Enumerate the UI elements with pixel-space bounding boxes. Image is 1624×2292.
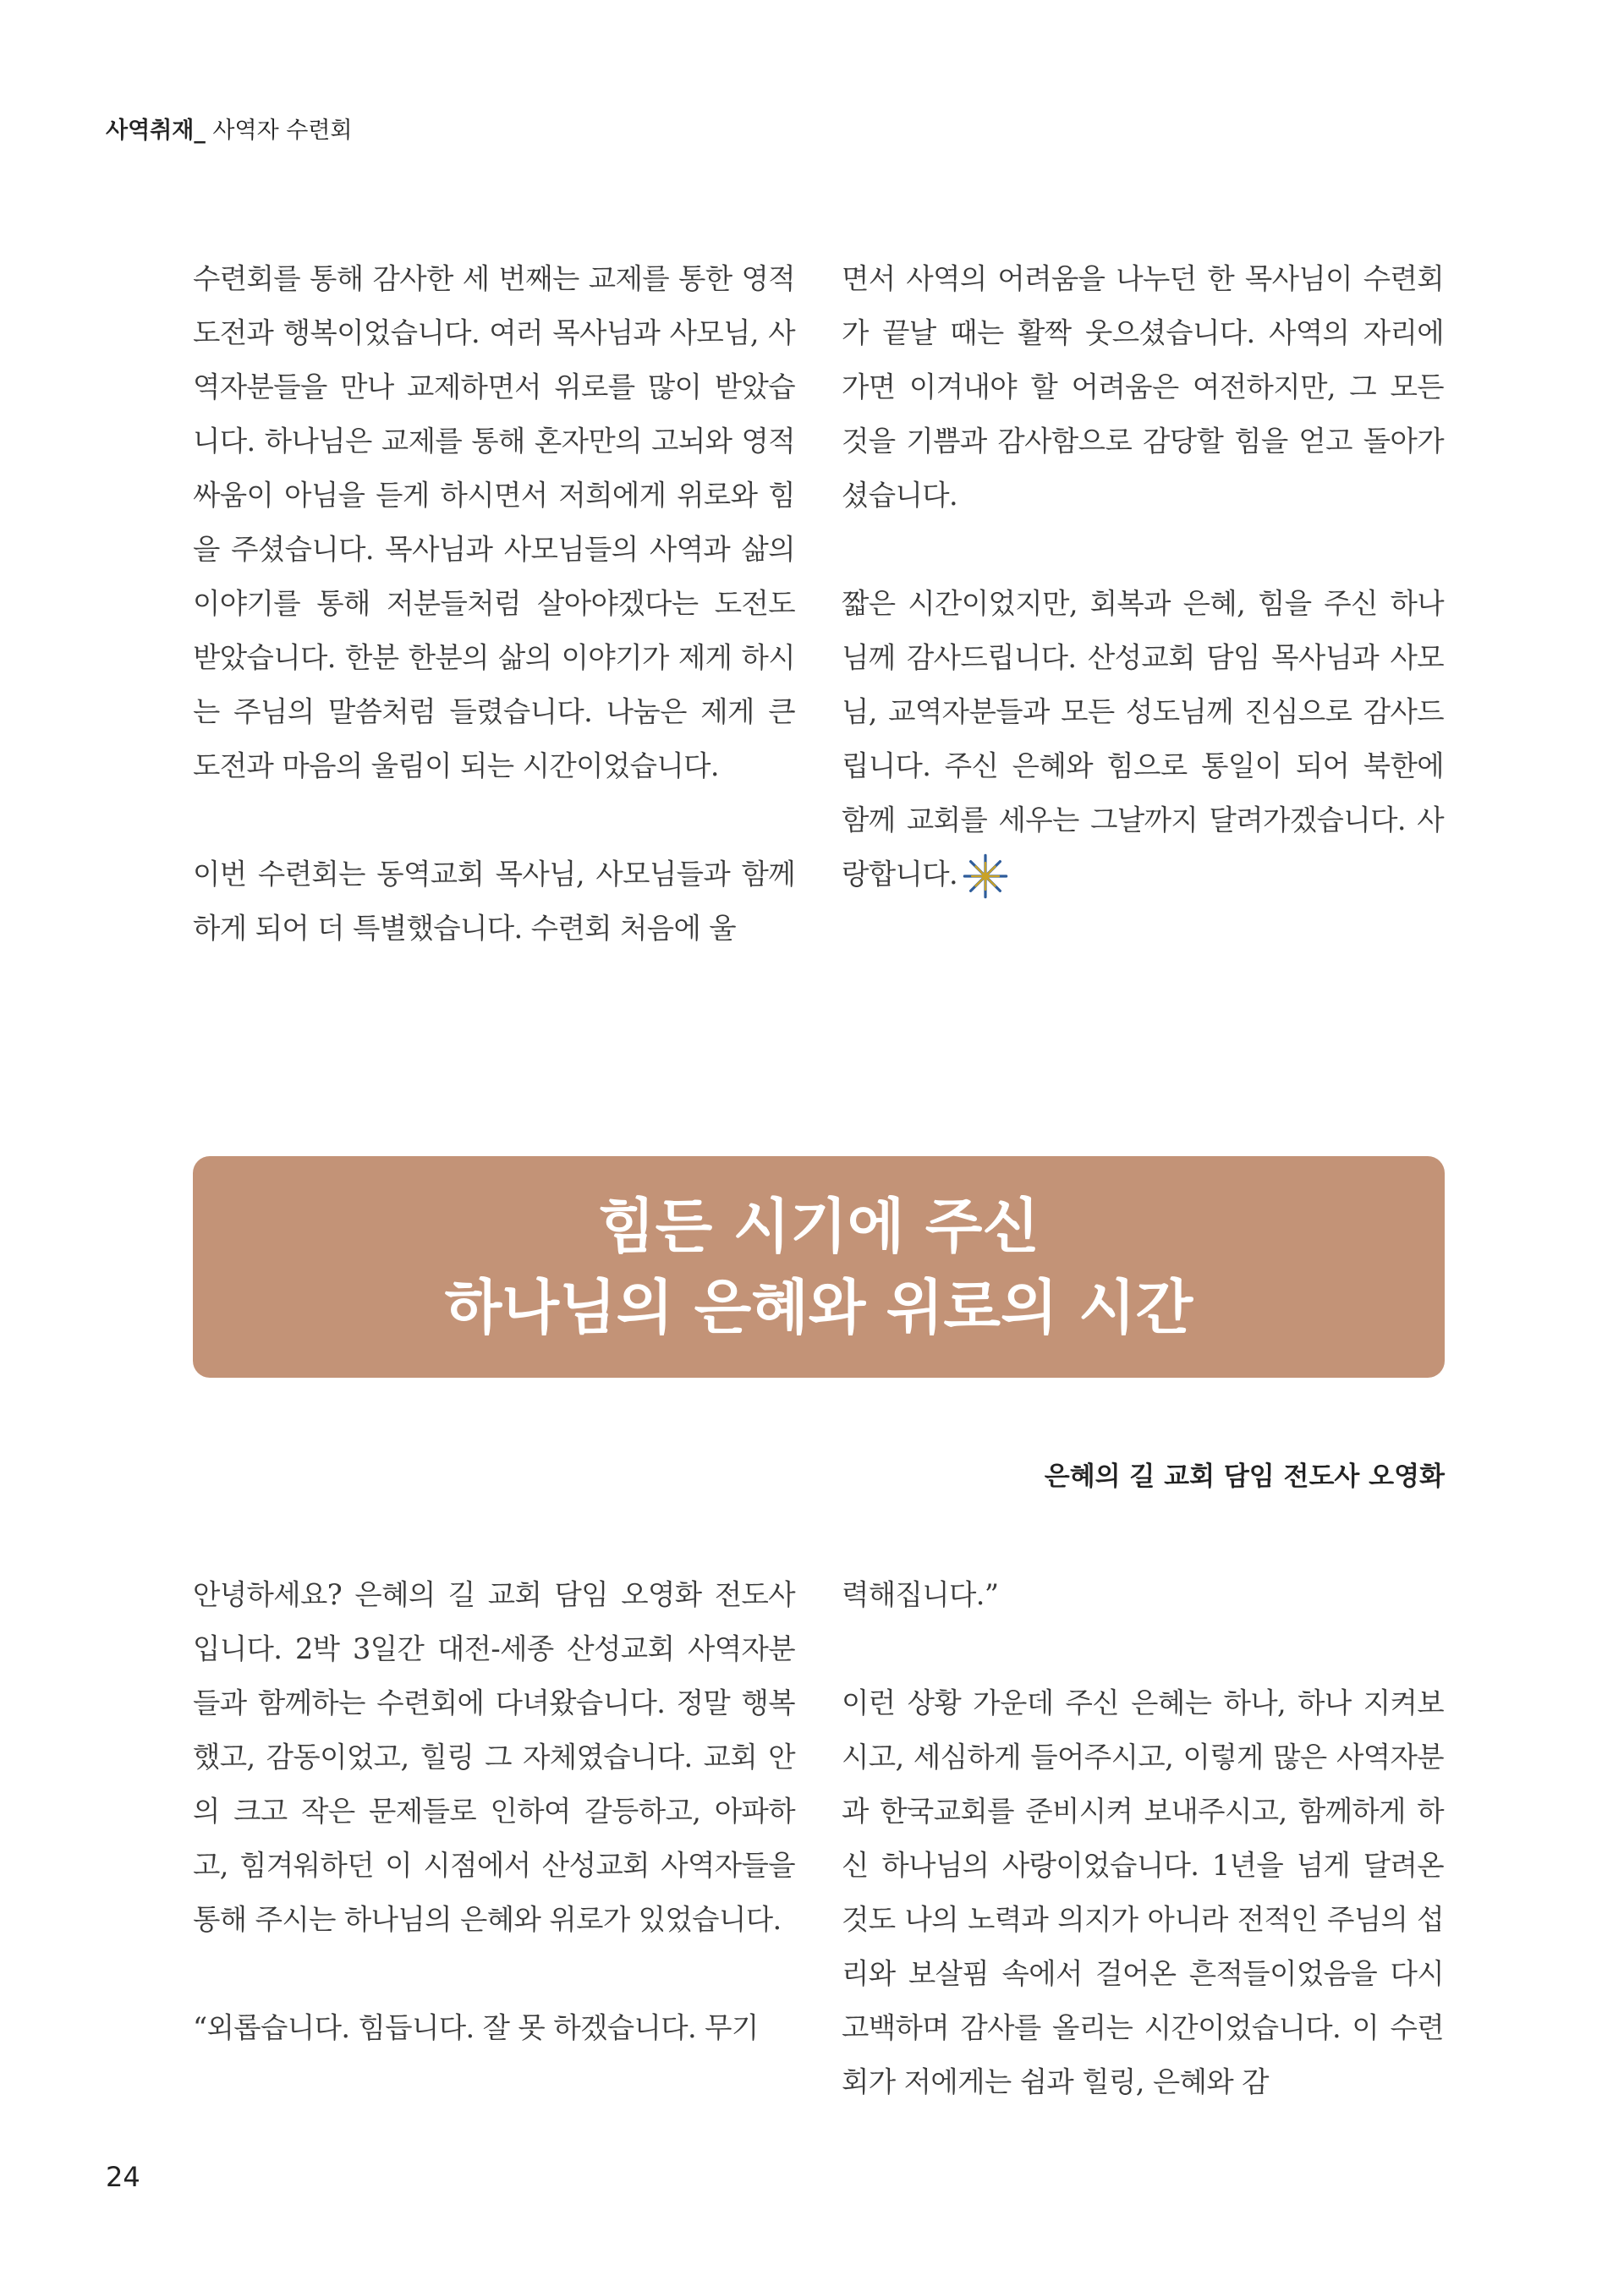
title-banner [193,1156,1445,1378]
article1-right-column [842,252,1444,902]
section-label: 사역취재_ [106,118,206,144]
paragraph: 력해집니다.” [842,1578,999,1611]
paragraph [842,577,1444,902]
banner-title-line: 힘든 시기에 주신 [597,1192,1040,1261]
section-header [106,112,353,145]
paragraph: 안녕하세요? 은혜의 길 교회 담임 오영화 전도사입니다. 2박 3일간 대전-세종 산성교회 사역자분들과 함께하는 수련회에 다녀왔습니다. 정말 행복했고, 감동이었고, 힐링 그 자체였습니다. 교회 안의 크고 작은 문제들로 인하여 갈등하고, 아파하고, 힘겨워하던 이 시점에서 산성교회 사역자들을 통해 주시는 하나님의 은혜와 위로가 있었습니다. [193,1578,795,1936]
closing-text: 짧은 시간이었지만, 회복과 은혜, 힘을 주신 하나님께 감사드립니다. 산성교회 담임 목사님과 사모님, 교역자분들과 모든 성도님께 진심으로 감사드립니다. 주신 은혜와 힘으로 통일이 되어 북한에 함께 교회를 세우는 그날까지 달려가겠습니다. 사랑합니다. [842,587,1444,891]
paragraph: 이번 수련회는 동역교회 목사님, 사모님들과 함께하게 되어 더 특별했습니다. 수련회 처음에 울 [193,858,795,945]
author-byline: 은혜의 길 교회 담임 전도사 오영화 [1044,1461,1445,1492]
paragraph: 수련회를 통해 감사한 세 번째는 교제를 통한 영적 도전과 행복이었습니다. 여러 목사님과 사모님, 사역자분들을 만나 교제하면서 위로를 많이 받았습니다. 하나님은 교제를 통해 혼자만의 고뇌와 영적 싸움이 아님을 듣게 하시면서 저희에게 위로와 힘을 주셨습니다. 목사님과 사모님들의 사역과 삶의 이야기를 통해 저분들처럼 살아야겠다는 도전도 받았습니다. 한분 한분의 삶의 이야기가 제게 하시는 주님의 말씀처럼 들렸습니다. 나눔은 제게 큰 도전과 마음의 울림이 되는 시간이었습니다. [193,262,795,782]
paragraph: “외롭습니다. 힘듭니다. 잘 못 하겠습니다. 무기 [193,2011,759,2044]
paragraph: 이런 상황 가운데 주신 은혜는 하나, 하나 지켜보시고, 세심하게 들어주시고, 이렇게 많은 사역자분과 한국교회를 준비시켜 보내주시고, 함께하게 하신 하나님의 사랑이었습니다. 1년을 넘게 달려온 것도 나의 노력과 의지가 아니라 전적인 주님의 섭리와 보살핌 속에서 걸어온 흔적들이었음을 다시 고백하며 감사를 올리는 시간이었습니다. 이 수련회가 저에게는 쉼과 힐링, 은혜와 감 [842,1686,1444,2098]
page-number: 24 [106,2161,140,2193]
article1-left-column [193,252,795,956]
subsection-label: 사역자 수련회 [205,118,353,144]
flower-ornament-icon [961,852,1010,901]
article2-right-column [842,1568,1444,2109]
article2-left-column [193,1568,795,2055]
banner-title-line: 하나님의 은혜와 위로의 시간 [444,1273,1193,1342]
paragraph: 면서 사역의 어려움을 나누던 한 목사님이 수련회가 끝날 때는 활짝 웃으셨습니다. 사역의 자리에 가면 이겨내야 할 어려움은 여전하지만, 그 모든 것을 기쁨과 감사함으로 감당할 힘을 얻고 돌아가셨습니다. [842,262,1444,512]
